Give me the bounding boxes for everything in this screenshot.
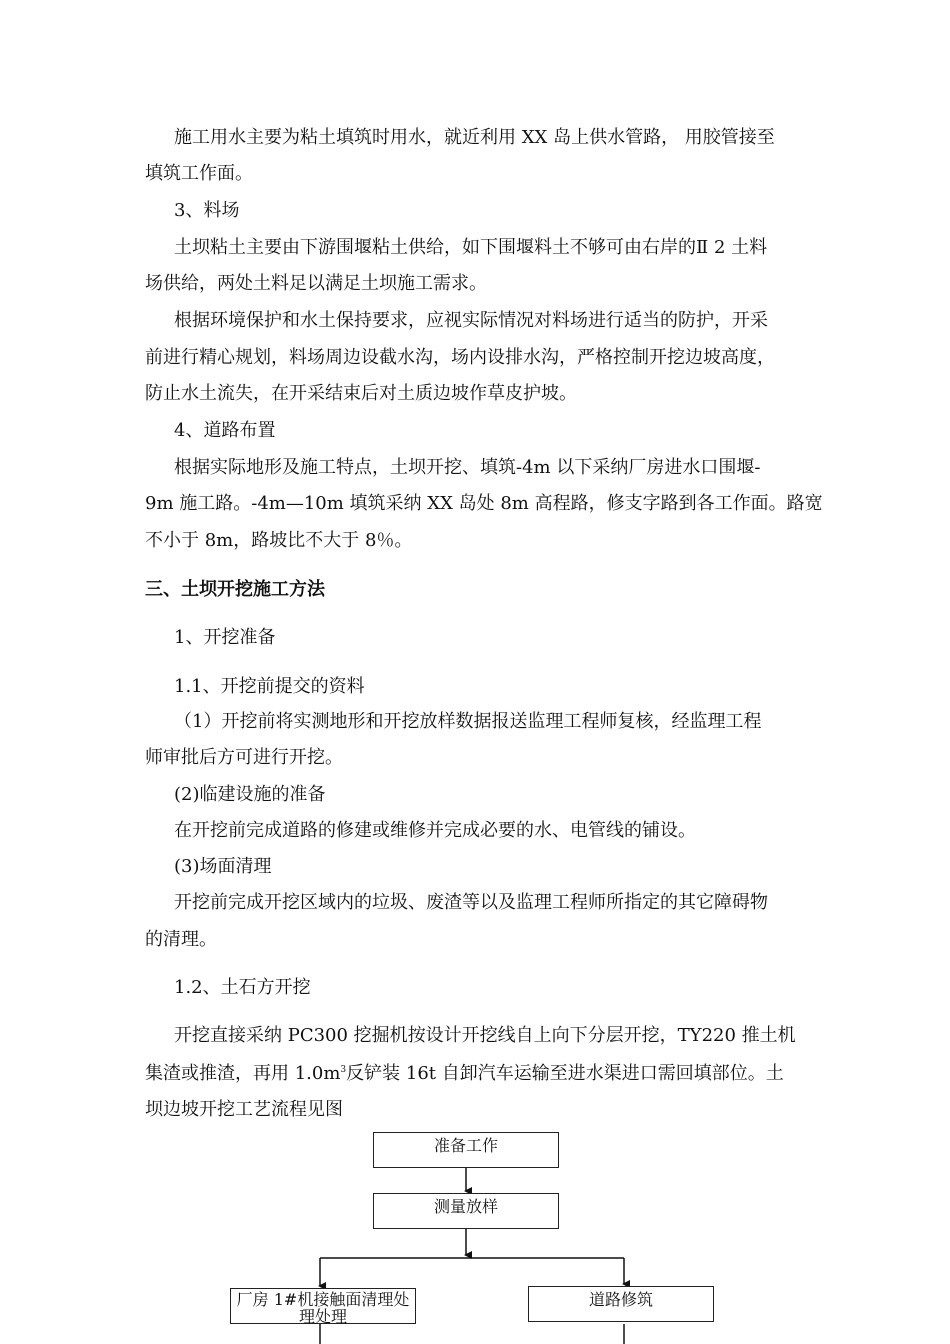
paragraph-line: 不小于 8m，路坡比不大于 8％。 <box>145 530 413 551</box>
paragraph-line: 根据实际地形及施工特点，土坝开挖、填筑-4m 以下采纳厂房进水口围堰- <box>174 457 761 478</box>
item-heading: (2)临建设施的准备 <box>174 784 326 805</box>
paragraph-line: 施工用水主要为粘土填筑时用水，就近利用 XX 岛上供水管路， 用胶管接至 <box>174 127 775 148</box>
paragraph-line: 场供给，两处土料足以满足土坝施工需求。 <box>145 273 487 294</box>
subsection-heading: 1.2、土石方开挖 <box>174 977 311 998</box>
paragraph-line: 前进行精心规划，料场周边设截水沟，场内设排水沟，严格控制开挖边坡高度， <box>145 347 775 368</box>
section-heading: 4、道路布置 <box>174 420 276 441</box>
text-fragment: 反铲装 16t 自卸汽车运输至进水渠进口需回填部位。土 <box>346 1063 784 1084</box>
paragraph-line: 的清理。 <box>145 929 217 950</box>
paragraph-line: 填筑工作面。 <box>145 163 253 184</box>
flow-node-text: 理处理 <box>298 1307 347 1326</box>
paragraph-line: （1）开挖前将实测地形和开挖放样数据报送监理工程师复核，经监理工程 <box>174 711 762 732</box>
flow-node-surface-cleanup <box>230 1288 416 1324</box>
subsection-heading: 1.1、开挖前提交的资料 <box>174 676 365 697</box>
text-fragment: 集渣或推渣，再用 1.0m <box>145 1063 341 1084</box>
chapter-heading: 三、土坝开挖施工方法 <box>145 579 325 600</box>
paragraph-line: 开挖前完成开挖区域内的垃圾、废渣等以及监理工程师所指定的其它障碍物 <box>174 892 768 913</box>
paragraph-line: 根据环境保护和水土保持要求，应视实际情况对料场进行适当的防护，开采 <box>174 310 768 331</box>
paragraph-line: 坝边坡开挖工艺流程见图 <box>145 1099 343 1120</box>
flow-node-survey-layout: 测量放样 <box>373 1193 559 1229</box>
paragraph-line: 土坝粘土主要由下游围堰粘土供给，如下围堰料土不够可由右岸的Ⅱ 2 土料 <box>174 237 768 258</box>
paragraph-line: 在开挖前完成道路的修建或维修并完成必要的水、电管线的铺设。 <box>174 820 696 841</box>
section-heading: 1、开挖准备 <box>174 627 276 648</box>
flow-node-text: 厂房 1#机接触面清理处 <box>236 1290 410 1309</box>
paragraph-line: 开挖直接采纳 PC300 挖掘机按设计开挖线自上向下分层开挖，TY220 推土机 <box>174 1025 796 1046</box>
superscript: 3 <box>340 1065 347 1075</box>
flow-node-road-construction: 道路修筑 <box>528 1286 714 1322</box>
item-heading: (3)场面清理 <box>174 856 272 877</box>
paragraph-line: 防止水土流失，在开采结束后对土质边坡作草皮护坡。 <box>145 383 577 404</box>
section-heading: 3、料场 <box>174 200 240 221</box>
paragraph-line: 师审批后方可进行开挖。 <box>145 747 343 768</box>
flow-node-preparation: 准备工作 <box>373 1132 559 1168</box>
paragraph-line: 9m 施工路。-4m—10m 填筑采纳 XX 岛处 8m 高程路，修支字路到各工作面。路宽 <box>145 493 823 514</box>
